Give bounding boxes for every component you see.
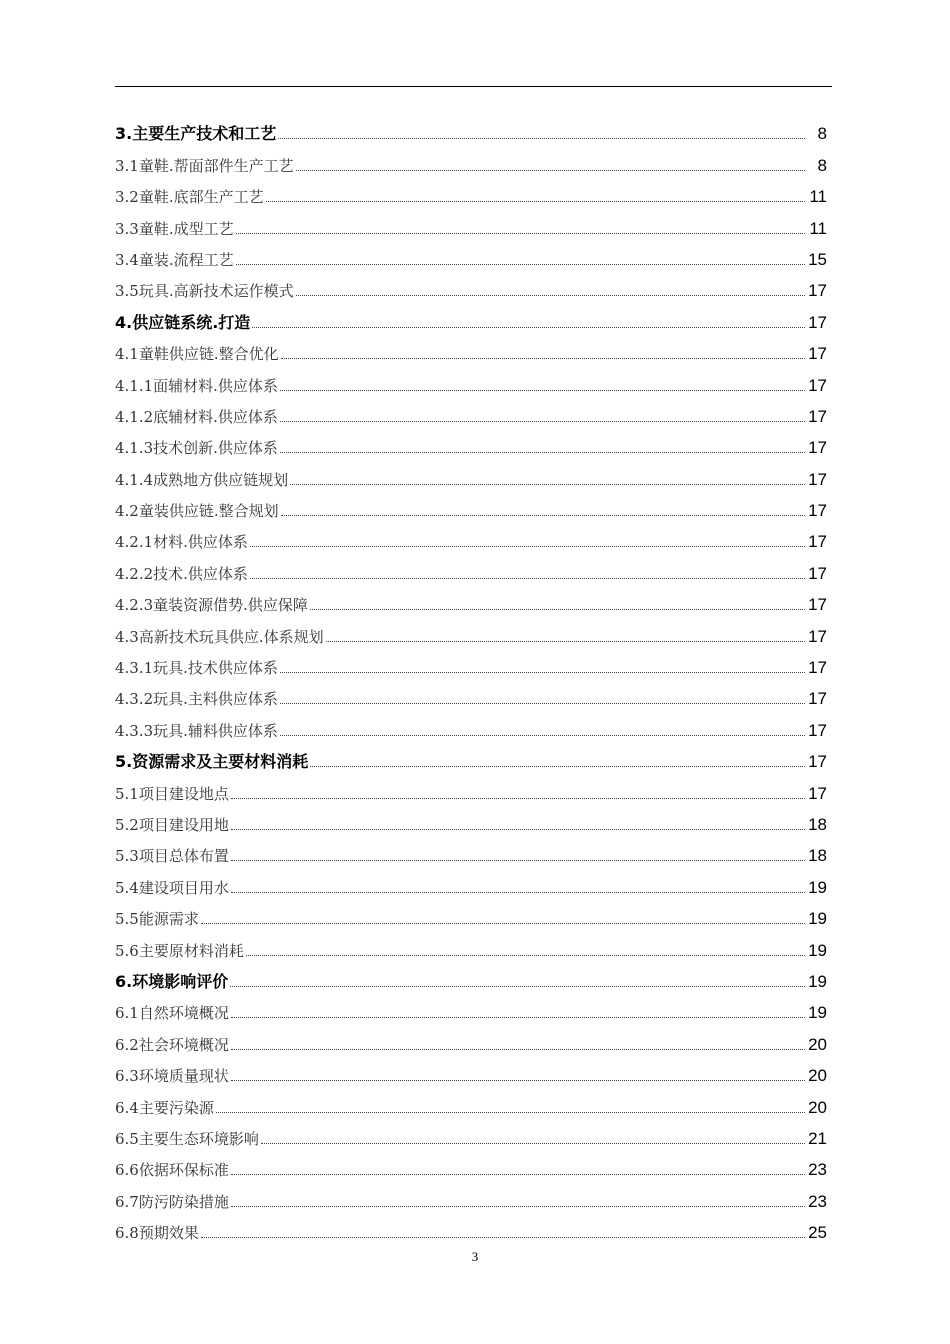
toc-leader (230, 986, 805, 987)
toc-entry-title: 6.1自然环境概况 (115, 1004, 229, 1023)
toc-leader (250, 578, 805, 579)
toc-entry-page: 20 (808, 1097, 827, 1117)
toc-entry-page: 19 (808, 909, 827, 929)
toc-entry[interactable] (115, 1180, 827, 1211)
toc-entry-page: 11 (809, 218, 827, 238)
toc-entry[interactable] (115, 396, 827, 427)
toc-leader (310, 609, 805, 610)
toc-entry-title: 4.1童鞋供应链.整合优化 (115, 345, 279, 364)
toc-entry[interactable] (115, 207, 827, 238)
toc-entry-title: 3.2童鞋.底部生产工艺 (115, 188, 264, 207)
toc-entry-page: 17 (808, 344, 827, 364)
toc-entry[interactable] (115, 270, 827, 301)
toc-leader (231, 860, 805, 861)
toc-entry[interactable] (115, 898, 827, 929)
toc-entry[interactable] (115, 584, 827, 615)
toc-entry[interactable] (115, 709, 827, 740)
toc-entry[interactable] (115, 1055, 827, 1086)
toc-leader (236, 264, 805, 265)
toc-entry[interactable] (115, 490, 827, 521)
table-of-contents (115, 113, 827, 1243)
toc-entry-title: 5.4建设项目用水 (115, 878, 229, 897)
toc-leader (246, 955, 805, 956)
toc-entry-page: 19 (808, 1003, 827, 1023)
toc-entry-title: 4.1.2底辅材料.供应体系 (115, 407, 278, 426)
toc-leader (252, 327, 805, 328)
toc-entry-title: 6.环境影响评价 (115, 971, 229, 991)
toc-entry[interactable] (115, 239, 827, 270)
toc-leader (231, 892, 805, 893)
header-rule (115, 86, 832, 87)
toc-entry-page: 17 (808, 406, 827, 426)
toc-entry[interactable] (115, 961, 827, 992)
toc-entry-page: 17 (808, 375, 827, 395)
toc-leader (280, 735, 805, 736)
toc-entry-title: 4.3.1玩具.技术供应体系 (115, 659, 278, 678)
toc-entry-title: 5.资源需求及主要材料消耗 (115, 752, 309, 772)
toc-entry-page: 18 (808, 846, 827, 866)
toc-entry-title: 6.6依据环保标准 (115, 1161, 229, 1180)
toc-leader (310, 766, 805, 767)
toc-entry-page: 25 (808, 1223, 827, 1243)
toc-entry-title: 4.2.1材料.供应体系 (115, 533, 248, 552)
toc-entry[interactable] (115, 176, 827, 207)
toc-leader (236, 233, 805, 234)
toc-leader (231, 1049, 805, 1050)
toc-leader (231, 1206, 805, 1207)
toc-leader (231, 798, 805, 799)
toc-leader (231, 1080, 805, 1081)
toc-entry-title: 6.3环境质量现状 (115, 1067, 229, 1086)
toc-entry[interactable] (115, 521, 827, 552)
toc-entry-page: 20 (808, 1034, 827, 1054)
toc-entry-title: 6.2社会环境概况 (115, 1035, 229, 1054)
toc-entry-title: 4.3.3玩具.辅料供应体系 (115, 721, 278, 740)
toc-leader (201, 1237, 805, 1238)
toc-entry-title: 4.1.3技术创新.供应体系 (115, 439, 278, 458)
toc-leader (296, 295, 805, 296)
toc-entry-title: 4.1.1面辅材料.供应体系 (115, 376, 278, 395)
toc-entry-title: 4.供应链系统.打造 (115, 312, 251, 332)
toc-entry-page: 8 (817, 155, 827, 175)
toc-entry[interactable] (115, 835, 827, 866)
toc-entry[interactable] (115, 364, 827, 395)
toc-leader (280, 452, 805, 453)
toc-leader (266, 201, 805, 202)
toc-leader (231, 829, 805, 830)
page-number: 3 (471, 1249, 479, 1264)
toc-entry-page: 11 (809, 187, 827, 207)
toc-entry[interactable] (115, 144, 827, 175)
toc-entry-page: 17 (808, 281, 827, 301)
toc-entry[interactable] (115, 678, 827, 709)
toc-leader (278, 138, 805, 139)
toc-entry-page: 17 (808, 752, 827, 772)
toc-leader (280, 390, 805, 391)
toc-entry-page: 17 (808, 469, 827, 489)
toc-entry-title: 4.1.4成熟地方供应链规划 (115, 470, 289, 489)
toc-entry-page: 8 (817, 124, 827, 144)
toc-leader (281, 515, 805, 516)
toc-leader (216, 1112, 805, 1113)
toc-entry-page: 20 (808, 1066, 827, 1086)
toc-entry[interactable] (115, 866, 827, 897)
toc-entry[interactable] (115, 552, 827, 583)
toc-entry-page: 17 (808, 563, 827, 583)
toc-entry-page: 17 (808, 312, 827, 332)
toc-entry-title: 4.2.2技术.供应体系 (115, 564, 248, 583)
toc-entry-title: 6.5主要生态环境影响 (115, 1129, 259, 1148)
toc-entry[interactable] (115, 804, 827, 835)
toc-leader (280, 421, 805, 422)
toc-entry-page: 19 (808, 940, 827, 960)
toc-entry-title: 5.3项目总体布置 (115, 847, 229, 866)
toc-leader (281, 358, 805, 359)
toc-entry-title: 4.2童装供应链.整合规划 (115, 502, 279, 521)
toc-leader (231, 1174, 805, 1175)
toc-entry-page: 19 (808, 971, 827, 991)
toc-entry[interactable] (115, 1086, 827, 1117)
toc-entry-title: 5.5能源需求 (115, 910, 199, 929)
toc-leader (261, 1143, 805, 1144)
toc-entry-page: 17 (808, 501, 827, 521)
toc-entry-page: 18 (808, 814, 827, 834)
toc-leader (280, 672, 805, 673)
toc-entry[interactable] (115, 1023, 827, 1054)
toc-entry-page: 19 (808, 877, 827, 897)
toc-entry[interactable] (115, 113, 827, 144)
toc-entry[interactable] (115, 301, 827, 332)
toc-leader (326, 641, 805, 642)
toc-entry[interactable] (115, 1212, 827, 1243)
toc-entry-page: 17 (808, 689, 827, 709)
toc-entry-page: 17 (808, 720, 827, 740)
toc-entry-title: 5.6主要原材料消耗 (115, 941, 244, 960)
toc-entry[interactable] (115, 615, 827, 646)
toc-entry[interactable] (115, 647, 827, 678)
toc-entry-title: 4.3.2玩具.主料供应体系 (115, 690, 278, 709)
toc-entry-page: 15 (808, 249, 827, 269)
toc-entry-title: 3.主要生产技术和工艺 (115, 124, 277, 144)
toc-leader (290, 484, 805, 485)
toc-entry-page: 17 (808, 438, 827, 458)
toc-entry-title: 3.1童鞋.帮面部件生产工艺 (115, 156, 294, 175)
toc-entry-title: 5.2项目建设用地 (115, 815, 229, 834)
toc-entry[interactable] (115, 1118, 827, 1149)
toc-entry-title: 4.2.3童装资源借势.供应保障 (115, 596, 308, 615)
toc-entry[interactable] (115, 741, 827, 772)
toc-entry-page: 23 (808, 1191, 827, 1211)
toc-entry-title: 3.5玩具.高新技术运作模式 (115, 282, 294, 301)
toc-entry-page: 17 (808, 532, 827, 552)
toc-entry-page: 17 (808, 626, 827, 646)
toc-entry[interactable] (115, 427, 827, 458)
toc-entry[interactable] (115, 458, 827, 489)
toc-entry-title: 6.8预期效果 (115, 1224, 199, 1243)
toc-entry-page: 21 (808, 1128, 827, 1148)
toc-entry-title: 6.4主要污染源 (115, 1098, 214, 1117)
toc-entry-title: 5.1项目建设地点 (115, 784, 229, 803)
toc-entry-page: 23 (808, 1160, 827, 1180)
toc-entry[interactable] (115, 1149, 827, 1180)
toc-entry[interactable] (115, 929, 827, 960)
toc-entry[interactable] (115, 772, 827, 803)
toc-entry-title: 4.3高新技术玩具供应.体系规划 (115, 627, 324, 646)
toc-leader (296, 170, 805, 171)
toc-leader (250, 546, 805, 547)
toc-entry[interactable] (115, 333, 827, 364)
toc-leader (231, 1017, 805, 1018)
toc-entry-page: 17 (808, 595, 827, 615)
toc-leader (201, 923, 805, 924)
toc-entry-page: 17 (808, 783, 827, 803)
toc-entry[interactable] (115, 992, 827, 1023)
toc-entry-title: 3.4童装.流程工艺 (115, 250, 234, 269)
toc-entry-title: 3.3童鞋.成型工艺 (115, 219, 234, 238)
toc-entry-page: 17 (808, 658, 827, 678)
toc-entry-title: 6.7防污防染措施 (115, 1192, 229, 1211)
toc-leader (280, 703, 805, 704)
